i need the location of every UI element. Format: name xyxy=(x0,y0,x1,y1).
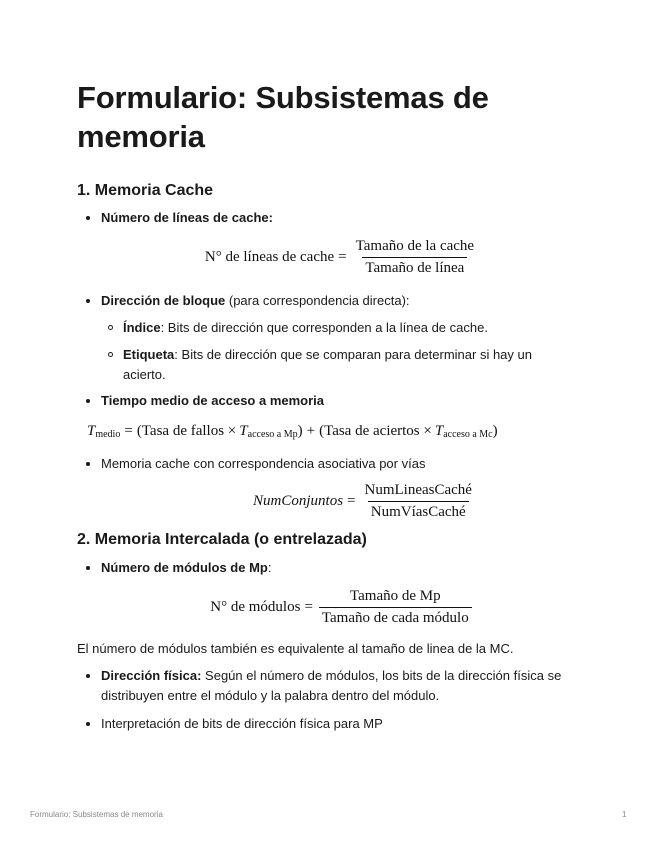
item-text: : xyxy=(267,560,272,575)
list-item-direccion-fisica xyxy=(77,666,571,706)
item-label: Dirección de bloque xyxy=(101,293,226,308)
fraction-denominator: NumVíasCaché xyxy=(368,501,469,521)
fraction-denominator: Tamaño de línea xyxy=(362,257,467,277)
formula-lhs: N° de líneas de cache xyxy=(204,249,335,265)
subscript-acceso-mc: acceso a Mc xyxy=(443,429,493,440)
cache-list xyxy=(77,208,577,228)
item-text: (para correspondencia directa): xyxy=(225,293,410,308)
sub-item-etiqueta xyxy=(101,345,563,385)
item-label: Índice xyxy=(123,320,161,335)
list-item-direccion-bloque xyxy=(77,291,577,311)
fraction-numerator: Tamaño de Mp xyxy=(350,588,441,604)
item-label: Etiqueta xyxy=(123,347,175,362)
equals-sign: = xyxy=(124,423,133,439)
intercalada-list-2 xyxy=(77,666,577,734)
formula-tiempo-medio xyxy=(87,423,577,440)
item-text: : Bits de dirección que se comparan para determinar si hay un acierto. xyxy=(123,347,532,382)
formula-numero-modulos xyxy=(107,588,577,627)
formula-term-fallos: (Tasa de fallos × xyxy=(136,423,237,439)
item-text: Según el número de módulos, los bits de la dirección física se distribuyen entre el módulo y la palabra dentro del módulo. xyxy=(101,668,562,703)
section-heading-memoria-intercalada: 2. Memoria Intercalada (o entrelazada) xyxy=(77,531,367,548)
item-label: Tiempo medio de acceso a memoria xyxy=(101,393,325,408)
plus-sign: + xyxy=(306,423,316,439)
fraction xyxy=(319,588,472,627)
item-label: Dirección física: xyxy=(101,668,202,683)
fraction-denominator: Tamaño de cada módulo xyxy=(319,607,472,627)
list-item-numero-lineas xyxy=(77,208,577,228)
document-page xyxy=(77,78,577,734)
subscript-medio: medio xyxy=(95,429,121,440)
formula-lhs: N° de módulos xyxy=(210,599,301,615)
list-item-asociativa: Memoria cache con correspondencia asociativa por vías xyxy=(77,454,577,474)
formula-lhs: NumConjuntos xyxy=(253,493,344,509)
equals-sign: = xyxy=(347,493,356,509)
intercalada-list xyxy=(77,558,577,578)
list-item-interpretacion-bits: Interpretación de bits de dirección física para MP xyxy=(77,714,577,734)
close-paren: ) xyxy=(297,423,303,439)
footer-title: Formulario: Subsistemas de memoria xyxy=(30,810,163,819)
subscript-acceso-mp: acceso a Mp xyxy=(247,429,298,440)
symbol-t: T xyxy=(239,423,248,439)
footer-page-number: 1 xyxy=(622,810,627,819)
sub-item-indice xyxy=(101,318,577,338)
fraction-numerator: NumLineasCaché xyxy=(364,482,472,498)
list-item-tiempo-medio xyxy=(77,391,577,411)
cache-list-3 xyxy=(77,391,577,411)
page-title: Formulario: Subsistemas de memoria xyxy=(77,80,489,154)
cache-list-2 xyxy=(77,291,577,311)
close-paren: ) xyxy=(492,423,498,439)
item-text: : Bits de dirección que corresponden a la línea de cache. xyxy=(160,320,488,335)
cache-list-4 xyxy=(77,454,577,474)
fraction xyxy=(362,482,475,521)
item-label: Número de módulos de Mp xyxy=(101,560,268,575)
symbol-t: T xyxy=(87,423,96,439)
formula-numero-lineas xyxy=(107,238,577,277)
equals-sign: = xyxy=(304,599,313,615)
fraction xyxy=(353,238,477,277)
sub-list-direccion-bloque xyxy=(101,318,577,385)
equals-sign: = xyxy=(338,249,347,265)
symbol-t: T xyxy=(434,423,444,439)
fraction-numerator: Tamaño de la cache xyxy=(355,238,475,254)
formula-term-aciertos: (Tasa de aciertos × xyxy=(319,423,432,439)
list-item-numero-modulos xyxy=(77,558,577,578)
item-label: Número de líneas de cache: xyxy=(101,210,273,225)
section-heading-memoria-cache: 1. Memoria Cache xyxy=(77,182,214,199)
formula-num-conjuntos xyxy=(153,482,577,521)
paragraph-modulos: El número de módulos también es equivalente al tamaño de linea de la MC. xyxy=(77,641,514,656)
